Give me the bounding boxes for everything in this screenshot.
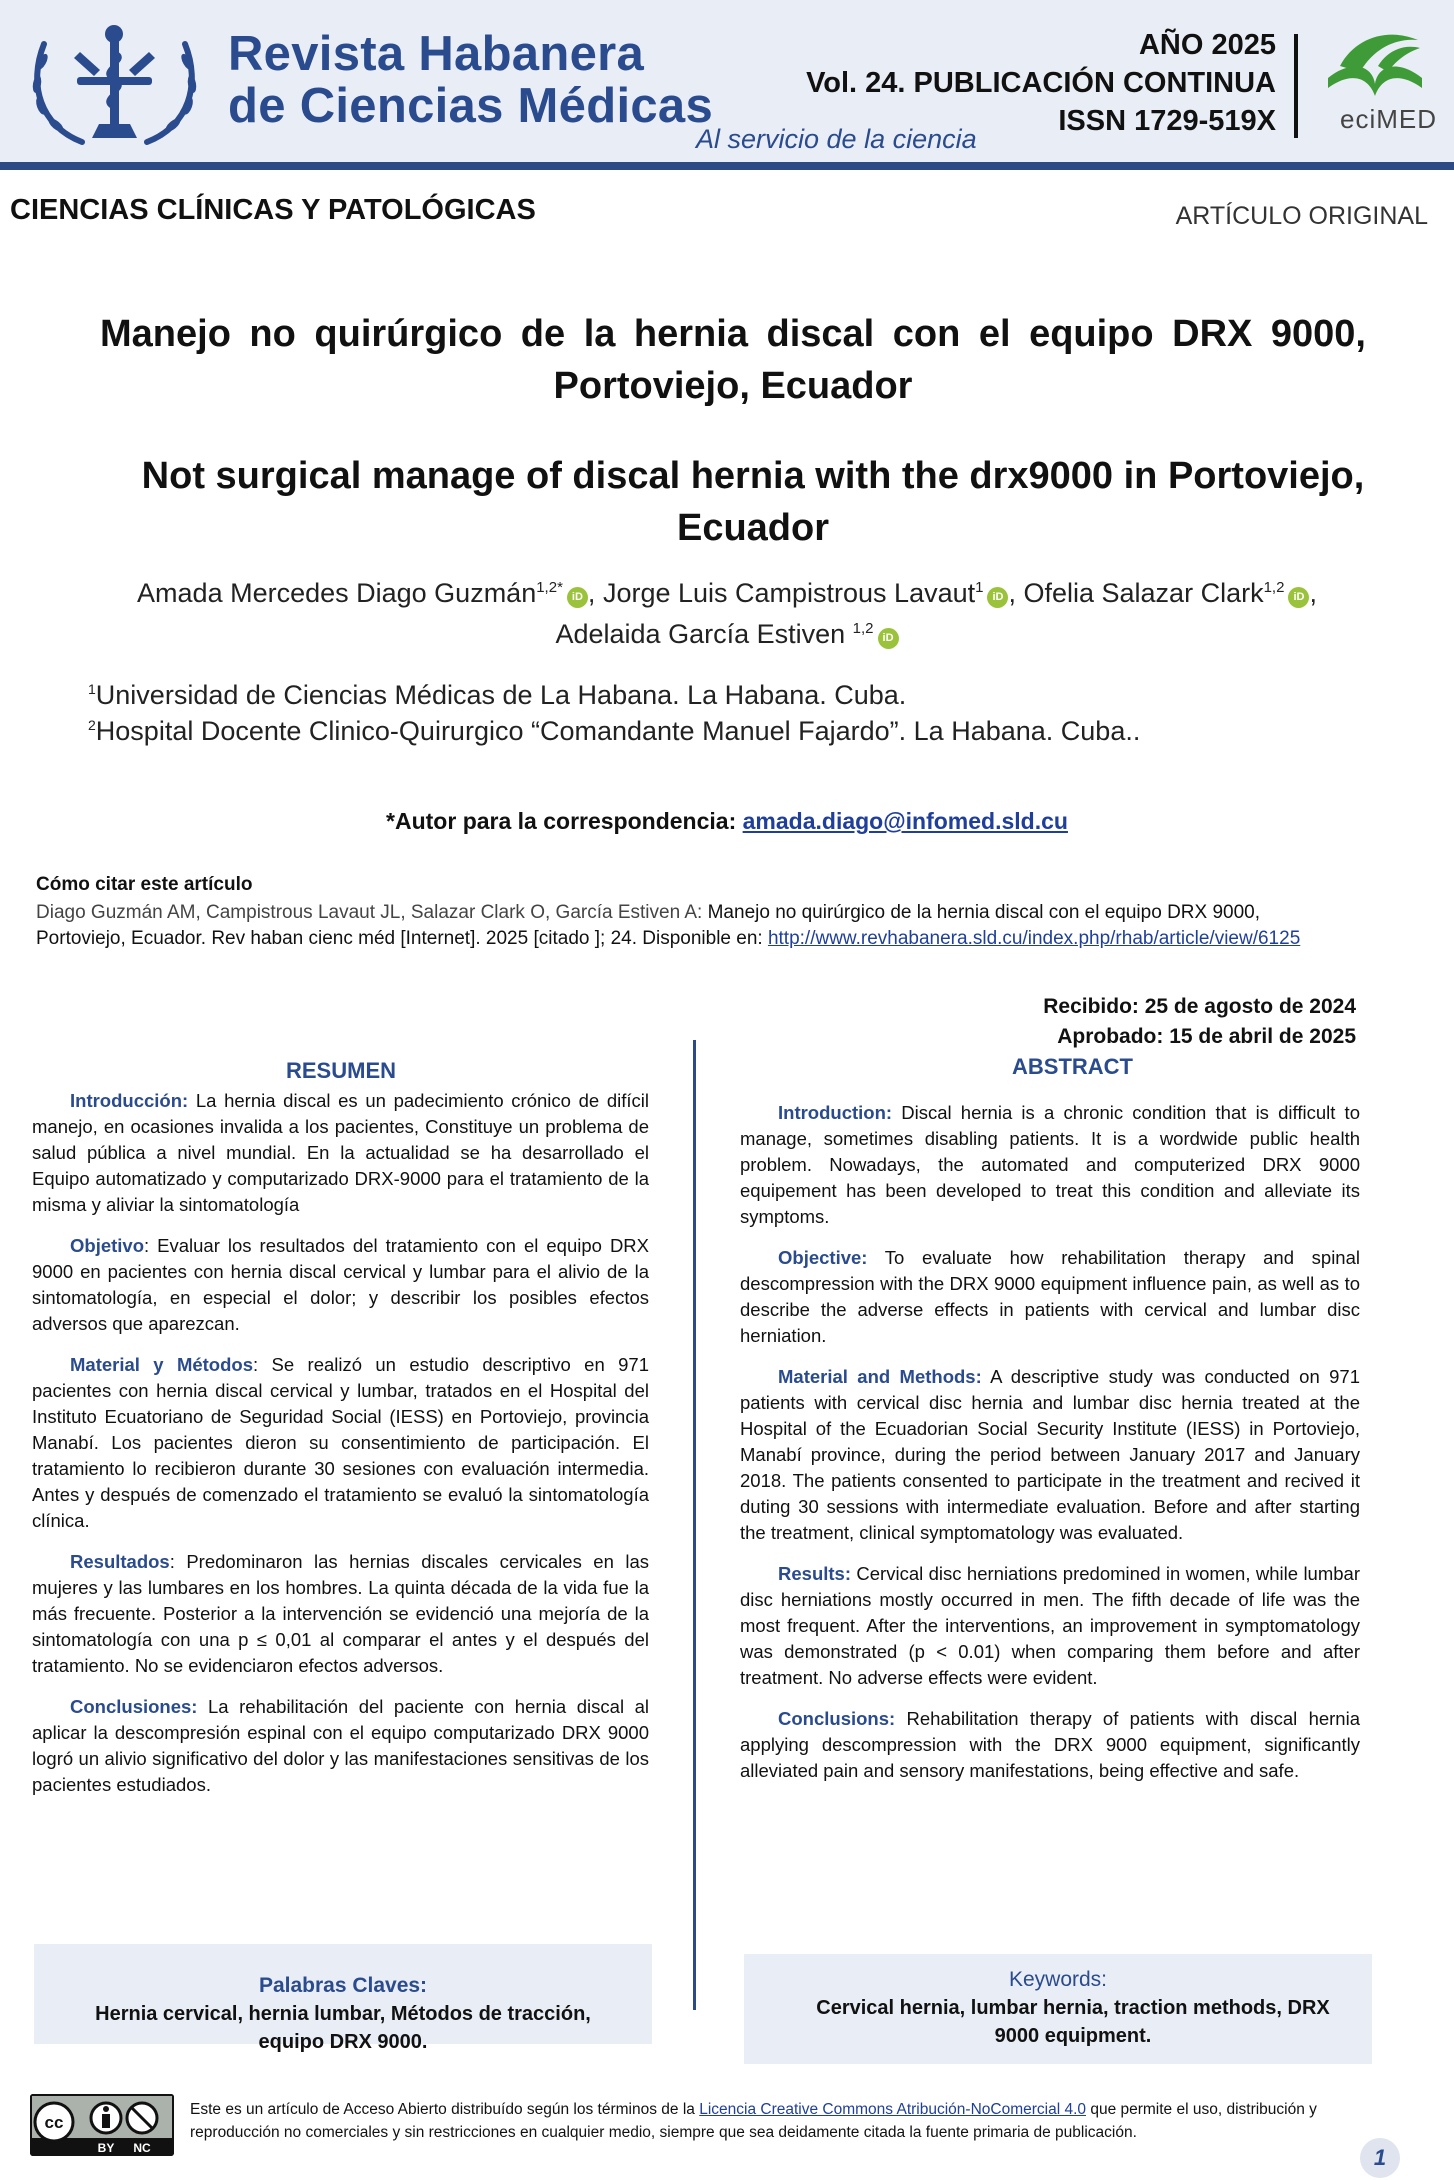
affiliation-item bbox=[88, 680, 906, 711]
correspondence-label: *Autor para la correspondencia: bbox=[386, 808, 743, 834]
resumen-section-label: Material y Métodos bbox=[70, 1354, 254, 1375]
citation-url-link[interactable]: http://www.revhabanera.sld.cu/index.php/rhab/article/view/6125 bbox=[767, 928, 1301, 949]
author-separator: , bbox=[1309, 578, 1317, 608]
abstract-section-text: Discal hernia is a chronic condition that is difficult to manage, sometimes disabling patients. It is a wordwide public health problem. Nowadays, the automated and computerized DRX 9000 equipement has been developed to treat this condition and alleviate its symptoms. bbox=[740, 1102, 1360, 1227]
resumen-section bbox=[32, 1088, 649, 1218]
journal-tagline: Al servicio de la ciencia bbox=[696, 124, 977, 154]
keywords-en-box bbox=[744, 1954, 1372, 2064]
author-affiliation-mark: 1,2 bbox=[852, 620, 874, 637]
orcid-icon[interactable]: iD bbox=[878, 628, 899, 649]
author-name: Jorge Luis Campistrous Lavaut bbox=[602, 578, 976, 608]
resumen-section-text: : Se realizó un estudio descriptivo en 971 pacientes con hernia discal cervical y lumbar, tratados en el Hospital del Instituto Ecuatoriano de Seguridad Social (IESS) en Portoviejo, provincia Manabí. Los pacientes dieron su consentimiento de participación. El tratamiento lo recibieron durante 30 sesiones con evaluación intermedia. Antes y después de comenzado el tratamiento se evaluó la sintomatología clínica. bbox=[32, 1354, 649, 1531]
citation-authors: Diago Guzmán AM, Campistrous Lavaut JL, Salazar Clark O, García Estiven A: bbox=[36, 902, 708, 923]
keywords-es-text: Hernia cervical, hernia lumbar, Métodos de tracción, equipo DRX 9000. bbox=[95, 2003, 591, 2053]
page-number: 1 bbox=[1360, 2138, 1400, 2178]
citation-text bbox=[36, 900, 1336, 952]
section-label: CIENCIAS CLÍNICAS Y PATOLÓGICAS bbox=[10, 194, 536, 226]
header-divider bbox=[1294, 34, 1298, 138]
abstract-body bbox=[740, 1100, 1360, 1799]
abstract-section bbox=[740, 1561, 1360, 1691]
abstract-section-text: To evaluate how rehabilitation therapy and spinal descompression with the DRX 9000 equipment influence pain, as well as to describe the adverse effects in patients with cervical and lumbar disc herniation. bbox=[740, 1247, 1360, 1346]
license-link[interactable]: Licencia Creative Commons Atribución-NoComercial 4.0 bbox=[699, 2101, 1087, 2118]
received-date: Recibido: 25 de agosto de 2024 bbox=[1043, 995, 1356, 1018]
abstract-section-label: Conclusions: bbox=[778, 1708, 896, 1729]
publication-volume: Vol. 24. PUBLICACIÓN CONTINUA bbox=[806, 67, 1276, 99]
publisher-name: eciMED bbox=[1340, 104, 1438, 134]
keywords-en-title: Keywords: bbox=[1008, 1968, 1108, 1991]
affiliation-number: 2 bbox=[88, 717, 96, 733]
abstract-section-label: Objective: bbox=[778, 1247, 868, 1268]
author-list bbox=[120, 570, 1334, 652]
abstract-section-label: Results: bbox=[778, 1563, 851, 1584]
keywords-es-title: Palabras Claves: bbox=[258, 1974, 428, 1997]
resumen-section bbox=[32, 1352, 649, 1534]
orcid-icon[interactable]: iD bbox=[1288, 587, 1309, 608]
resumen-heading: RESUMEN bbox=[286, 1058, 397, 1083]
cc-badge-by-text: BY bbox=[97, 2141, 115, 2155]
resumen-section-text: La hernia discal es un padecimiento crónico de difícil manejo, en ocasiones invalida a los pacientes, Constituye un problema de salud pública a nivel mundial. En la actualidad se ha desarrollado el Equipo automatizado y computarizado DRX-9000 para el tratamiento de la misma y aliviar la sintomatología bbox=[32, 1090, 649, 1215]
article-type: ARTÍCULO ORIGINAL bbox=[1175, 202, 1428, 230]
citation-title: Manejo no quirúrgico de la hernia discal con el equipo DRX 9000, Portoviejo, Ecuador. bbox=[36, 902, 1261, 949]
affiliation-item bbox=[88, 716, 1140, 747]
abstract-section bbox=[740, 1245, 1360, 1349]
abstract-heading: ABSTRACT bbox=[1012, 1054, 1133, 1079]
column-divider bbox=[693, 1040, 696, 2010]
citation-heading: Cómo citar este artículo bbox=[36, 874, 253, 895]
license-text-before: Este es un artículo de Acceso Abierto distribuído según los términos de la bbox=[190, 2101, 700, 2118]
abstract-section bbox=[740, 1100, 1360, 1230]
journal-title bbox=[228, 28, 713, 132]
header-rule bbox=[0, 162, 1454, 170]
abstract-section-text: Rehabilitation therapy of patients with discal hernia applying descompression with the DRX 9000 equipment, significantly alleviated pain and sensory manifestations, being effective and safe. bbox=[740, 1708, 1360, 1781]
title-spanish: Manejo no quirúrgico de la hernia discal con el equipo DRX 9000, Portoviejo, Ecuador bbox=[100, 313, 1366, 407]
publication-issn: ISSN 1729-519X bbox=[1058, 105, 1276, 137]
resumen-section-label: Conclusiones: bbox=[70, 1696, 198, 1717]
author-name: Adelaida García Estiven bbox=[555, 619, 853, 649]
orcid-icon[interactable]: iD bbox=[987, 587, 1008, 608]
resumen-section-text: : Evaluar los resultados del tratamiento con el equipo DRX 9000 en pacientes con hernia discal cervical y lumbar para el alivio de la sintomatología, en especial el dolor; y describir los posibles efectos adversos que aparezcan. bbox=[32, 1235, 649, 1334]
correspondence-email-link[interactable]: amada.diago@infomed.sld.cu bbox=[742, 808, 1068, 834]
ecimed-book-logo bbox=[1320, 26, 1430, 100]
abstract-section-label: Introduction: bbox=[778, 1102, 893, 1123]
resumen-section-label: Objetivo bbox=[70, 1235, 145, 1256]
license-text-after: que permite el uso, distribución y reproducción no comerciales y sin restricciones en cualquier medio, siempre que sea deidamente citada la fuente primaria de publicación. bbox=[190, 2101, 1317, 2141]
affiliation-number: 1 bbox=[88, 681, 96, 697]
author-separator: , bbox=[1008, 578, 1024, 608]
orcid-icon[interactable]: iD bbox=[567, 587, 588, 608]
abstract-section-text: Cervical disc herniations predomined in women, while lumbar disc herniations mostly occurred in men. The fifth decade of life was the most frequent. After the interventions, an improvement in symptomatology was demonstrated (p < 0.01) when comparing them before and after treatment. No adverse effects were evident. bbox=[740, 1563, 1360, 1688]
title-english: Not surgical manage of discal hernia with the drx9000 in Portoviejo, Ecuador bbox=[141, 455, 1365, 549]
resumen-section-text: : Predominaron las hernias discales cervicales en las mujeres y las lumbares en los hombres. La quinta década de la vida fue la más frecuente. Posterior a la intervención se evidenció una mejoría de la sintomatología con una p ≤ 0,01 al comparar el antes y el después del tratamiento. No se evidenciaron efectos adversos. bbox=[32, 1551, 649, 1676]
keywords-en-text: Cervical hernia, lumbar hernia, traction methods, DRX 9000 equipment. bbox=[816, 1997, 1330, 2047]
abstract-section-label: Material and Methods: bbox=[778, 1366, 982, 1387]
license-footer bbox=[30, 2094, 1440, 2164]
affiliation-text: Hospital Docente Clinico-Quirurgico “Comandante Manuel Fajardo”. La Habana. Cuba.. bbox=[95, 716, 1141, 746]
keywords-es-box bbox=[34, 1944, 652, 2053]
resumen-section-label: Introducción: bbox=[70, 1090, 189, 1111]
author-name: Amada Mercedes Diago Guzmán bbox=[137, 578, 537, 608]
author-affiliation-mark: 1 bbox=[975, 579, 984, 596]
journal-title-line1: Revista Habanera bbox=[228, 27, 645, 81]
resumen-section-text: La rehabilitación del paciente con hernia discal al aplicar la descompresión espinal con el equipo computarizado DRX 9000 logró un alivio significativo del dolor y las manifestaciones sensitivas de los pacientes estudiados. bbox=[32, 1696, 649, 1795]
license-text bbox=[190, 2098, 1390, 2144]
creative-commons-by-nc-badge[interactable] bbox=[30, 2094, 174, 2156]
abstract-section bbox=[740, 1364, 1360, 1546]
journal-header bbox=[0, 0, 1454, 170]
journal-title-line2: de Ciencias Médicas bbox=[228, 79, 714, 133]
resumen-section bbox=[32, 1694, 649, 1798]
resumen-section bbox=[32, 1549, 649, 1679]
publication-year: AÑO 2025 bbox=[1138, 29, 1276, 61]
affiliation-text: Universidad de Ciencias Médicas de La Habana. La Habana. Cuba. bbox=[95, 680, 907, 710]
author-affiliation-mark: 1,2* bbox=[536, 579, 563, 596]
resumen-body bbox=[32, 1088, 649, 1813]
author-affiliation-mark: 1,2 bbox=[1263, 579, 1285, 596]
publication-info bbox=[806, 26, 1276, 140]
journal-crest-logo bbox=[22, 22, 207, 152]
cc-badge-cc-text: cc bbox=[44, 2113, 64, 2132]
citation-journal: Rev haban cienc méd [Internet]. 2025 [citado ]; 24. Disponible en: bbox=[206, 928, 768, 949]
abstract-section bbox=[740, 1706, 1360, 1784]
approved-date: Aprobado: 15 de abril de 2025 bbox=[1057, 1025, 1356, 1048]
correspondence bbox=[0, 808, 1454, 835]
cc-badge-nc-text: NC bbox=[133, 2141, 151, 2155]
author-name: Ofelia Salazar Clark bbox=[1023, 578, 1264, 608]
article-dates bbox=[1043, 992, 1356, 1052]
abstract-section-text: A descriptive study was conducted on 971 patients with cervical disc hernia and lumbar disc hernia treated at the Hospital of the Ecuadorian Social Security Institute (IESS) in Portoviejo, Manabí province, during the period between January 2017 and January 2018. The patients consented to participate in the treatment and recived it duting 30 sessions with intermediate evaluation. Before and after starting the treatment, clinical symptomatology was evaluated. bbox=[740, 1366, 1360, 1543]
resumen-section-label: Resultados bbox=[70, 1551, 170, 1572]
resumen-section bbox=[32, 1233, 649, 1337]
author-separator: , bbox=[587, 578, 603, 608]
